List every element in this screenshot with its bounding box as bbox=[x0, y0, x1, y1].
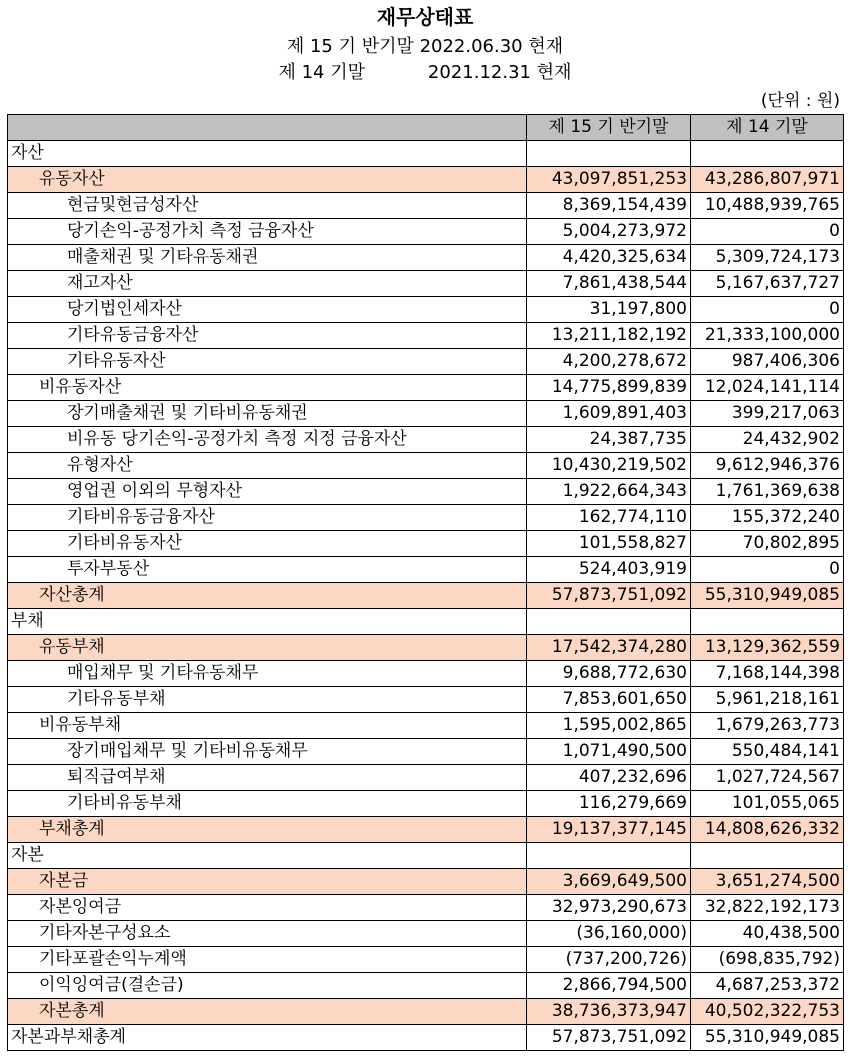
current-period-amount: 57,873,751,092 bbox=[527, 583, 691, 609]
account-label: 비유동 당기손익-공정가치 측정 지정 금융자산 bbox=[8, 427, 527, 453]
prior-period-amount: 101,055,065 bbox=[691, 791, 844, 817]
table-row bbox=[8, 167, 844, 193]
account-label: 투자부동산 bbox=[8, 557, 527, 583]
account-label: 자산 bbox=[8, 141, 527, 167]
current-period-amount: 1,595,002,865 bbox=[527, 713, 691, 739]
account-label: 자본과부채총계 bbox=[8, 1025, 527, 1051]
account-label: 자본잉여금 bbox=[8, 895, 527, 921]
current-period-amount: (36,160,000) bbox=[527, 921, 691, 947]
table-row bbox=[8, 843, 844, 869]
current-period-amount: 2,866,794,500 bbox=[527, 973, 691, 999]
table-row bbox=[8, 375, 844, 401]
account-label: 자본금 bbox=[8, 869, 527, 895]
table-row bbox=[8, 973, 844, 999]
account-label: 기타비유동자산 bbox=[8, 531, 527, 557]
table-row bbox=[8, 947, 844, 973]
table-row bbox=[8, 609, 844, 635]
table-row bbox=[8, 661, 844, 687]
table-header-row bbox=[8, 115, 844, 141]
prior-period-amount: 12,024,141,114 bbox=[691, 375, 844, 401]
prior-period-amount: 43,286,807,971 bbox=[691, 167, 844, 193]
prior-period-amount: 5,309,724,173 bbox=[691, 245, 844, 271]
table-row bbox=[8, 895, 844, 921]
table-row bbox=[8, 739, 844, 765]
account-label: 영업권 이외의 무형자산 bbox=[8, 479, 527, 505]
table-row bbox=[8, 193, 844, 219]
prior-period-amount: 40,438,500 bbox=[691, 921, 844, 947]
current-period-amount: (737,200,726) bbox=[527, 947, 691, 973]
prior-period-amount: 1,761,369,638 bbox=[691, 479, 844, 505]
current-period-amount: 24,387,735 bbox=[527, 427, 691, 453]
current-period-amount: 14,775,899,839 bbox=[527, 375, 691, 401]
period-prior-line: 제 14 기말 2021.12.31 현재 bbox=[278, 62, 572, 83]
period-current-line: 제 15 기 반기말 2022.06.30 현재 bbox=[286, 36, 564, 57]
current-period-amount: 9,688,772,630 bbox=[527, 661, 691, 687]
prior-period-amount bbox=[691, 843, 844, 869]
current-period-amount: 7,861,438,544 bbox=[527, 271, 691, 297]
table-row bbox=[8, 1025, 844, 1051]
table-row bbox=[8, 323, 844, 349]
account-label: 부채총계 bbox=[8, 817, 527, 843]
table-row bbox=[8, 765, 844, 791]
current-period-amount: 8,369,154,439 bbox=[527, 193, 691, 219]
prior-period-amount: 0 bbox=[691, 557, 844, 583]
table-body bbox=[8, 141, 844, 1051]
table-row bbox=[8, 999, 844, 1025]
table-row bbox=[8, 557, 844, 583]
current-period-amount: 7,853,601,650 bbox=[527, 687, 691, 713]
account-label: 재고자산 bbox=[8, 271, 527, 297]
table-row bbox=[8, 869, 844, 895]
prior-period-amount: 21,333,100,000 bbox=[691, 323, 844, 349]
prior-period-amount: 1,027,724,567 bbox=[691, 765, 844, 791]
current-period-amount: 17,542,374,280 bbox=[527, 635, 691, 661]
account-label: 장기매입채무 및 기타비유동채무 bbox=[8, 739, 527, 765]
prior-period-amount: 1,679,263,773 bbox=[691, 713, 844, 739]
table-row bbox=[8, 271, 844, 297]
table-row bbox=[8, 141, 844, 167]
prior-period-amount: 0 bbox=[691, 297, 844, 323]
prior-period-amount: 7,168,144,398 bbox=[691, 661, 844, 687]
prior-period-amount: 987,406,306 bbox=[691, 349, 844, 375]
prior-period-amount: 55,310,949,085 bbox=[691, 583, 844, 609]
table-row bbox=[8, 479, 844, 505]
header-prior-period: 제 14 기말 bbox=[691, 115, 844, 141]
account-label: 장기매출채권 및 기타비유동채권 bbox=[8, 401, 527, 427]
account-label: 매출채권 및 기타유동채권 bbox=[8, 245, 527, 271]
account-label: 기타유동자산 bbox=[8, 349, 527, 375]
account-label: 유동부채 bbox=[8, 635, 527, 661]
header-current-period: 제 15 기 반기말 bbox=[527, 115, 691, 141]
table-row bbox=[8, 713, 844, 739]
current-period-amount: 1,609,891,403 bbox=[527, 401, 691, 427]
current-period-amount: 38,736,373,947 bbox=[527, 999, 691, 1025]
account-label: 비유동부채 bbox=[8, 713, 527, 739]
prior-period-amount: 399,217,063 bbox=[691, 401, 844, 427]
prior-period-amount: 4,687,253,372 bbox=[691, 973, 844, 999]
account-label: 기타자본구성요소 bbox=[8, 921, 527, 947]
prior-period-amount: 3,651,274,500 bbox=[691, 869, 844, 895]
prior-period-amount: 13,129,362,559 bbox=[691, 635, 844, 661]
table-row bbox=[8, 791, 844, 817]
prior-period-amount: 10,488,939,765 bbox=[691, 193, 844, 219]
prior-period-amount: 24,432,902 bbox=[691, 427, 844, 453]
statement-title: 재무상태표 bbox=[376, 5, 474, 29]
account-label: 기타포괄손익누계액 bbox=[8, 947, 527, 973]
table-row bbox=[8, 921, 844, 947]
table-row bbox=[8, 583, 844, 609]
prior-period-amount: 40,502,322,753 bbox=[691, 999, 844, 1025]
table-row bbox=[8, 687, 844, 713]
account-label: 매입채무 및 기타유동채무 bbox=[8, 661, 527, 687]
current-period-amount: 13,211,182,192 bbox=[527, 323, 691, 349]
prior-period-amount: 14,808,626,332 bbox=[691, 817, 844, 843]
prior-period-amount: 9,612,946,376 bbox=[691, 453, 844, 479]
prior-period-amount: 55,310,949,085 bbox=[691, 1025, 844, 1051]
account-label: 당기법인세자산 bbox=[8, 297, 527, 323]
current-period-amount: 3,669,649,500 bbox=[527, 869, 691, 895]
table-row bbox=[8, 427, 844, 453]
table-row bbox=[8, 817, 844, 843]
unit-note: (단위 : 원) bbox=[760, 91, 840, 111]
account-label: 기타유동부채 bbox=[8, 687, 527, 713]
table-row bbox=[8, 531, 844, 557]
account-label: 이익잉여금(결손금) bbox=[8, 973, 527, 999]
prior-period-amount bbox=[691, 141, 844, 167]
current-period-amount bbox=[527, 141, 691, 167]
current-period-amount bbox=[527, 609, 691, 635]
account-label: 기타비유동부채 bbox=[8, 791, 527, 817]
account-label: 자본총계 bbox=[8, 999, 527, 1025]
current-period-amount: 19,137,377,145 bbox=[527, 817, 691, 843]
account-label: 자산총계 bbox=[8, 583, 527, 609]
account-label: 기타비유동금융자산 bbox=[8, 505, 527, 531]
account-label: 퇴직급여부채 bbox=[8, 765, 527, 791]
prior-period-amount: (698,835,792) bbox=[691, 947, 844, 973]
current-period-amount: 31,197,800 bbox=[527, 297, 691, 323]
prior-period-amount: 550,484,141 bbox=[691, 739, 844, 765]
current-period-amount: 4,420,325,634 bbox=[527, 245, 691, 271]
table-row bbox=[8, 401, 844, 427]
table-row bbox=[8, 505, 844, 531]
current-period-amount: 407,232,696 bbox=[527, 765, 691, 791]
prior-period-amount: 5,167,637,727 bbox=[691, 271, 844, 297]
prior-period-amount: 0 bbox=[691, 219, 844, 245]
header-account bbox=[8, 115, 527, 141]
prior-period-amount bbox=[691, 609, 844, 635]
account-label: 자본 bbox=[8, 843, 527, 869]
current-period-amount: 4,200,278,672 bbox=[527, 349, 691, 375]
current-period-amount: 32,973,290,673 bbox=[527, 895, 691, 921]
table-row bbox=[8, 453, 844, 479]
prior-period-amount: 70,802,895 bbox=[691, 531, 844, 557]
current-period-amount: 1,071,490,500 bbox=[527, 739, 691, 765]
current-period-amount: 162,774,110 bbox=[527, 505, 691, 531]
table-row bbox=[8, 635, 844, 661]
account-label: 비유동자산 bbox=[8, 375, 527, 401]
table-row bbox=[8, 297, 844, 323]
account-label: 현금및현금성자산 bbox=[8, 193, 527, 219]
account-label: 유동자산 bbox=[8, 167, 527, 193]
table-row bbox=[8, 245, 844, 271]
current-period-amount: 10,430,219,502 bbox=[527, 453, 691, 479]
table-row bbox=[8, 349, 844, 375]
current-period-amount: 116,279,669 bbox=[527, 791, 691, 817]
balance-sheet-table bbox=[7, 114, 844, 1051]
current-period-amount: 43,097,851,253 bbox=[527, 167, 691, 193]
current-period-amount: 524,403,919 bbox=[527, 557, 691, 583]
prior-period-amount: 5,961,218,161 bbox=[691, 687, 844, 713]
account-label: 유형자산 bbox=[8, 453, 527, 479]
current-period-amount: 1,922,664,343 bbox=[527, 479, 691, 505]
current-period-amount: 57,873,751,092 bbox=[527, 1025, 691, 1051]
current-period-amount bbox=[527, 843, 691, 869]
account-label: 당기손익-공정가치 측정 금융자산 bbox=[8, 219, 527, 245]
table-row bbox=[8, 219, 844, 245]
prior-period-amount: 32,822,192,173 bbox=[691, 895, 844, 921]
account-label: 기타유동금융자산 bbox=[8, 323, 527, 349]
account-label: 부채 bbox=[8, 609, 527, 635]
current-period-amount: 5,004,273,972 bbox=[527, 219, 691, 245]
prior-period-amount: 155,372,240 bbox=[691, 505, 844, 531]
current-period-amount: 101,558,827 bbox=[527, 531, 691, 557]
